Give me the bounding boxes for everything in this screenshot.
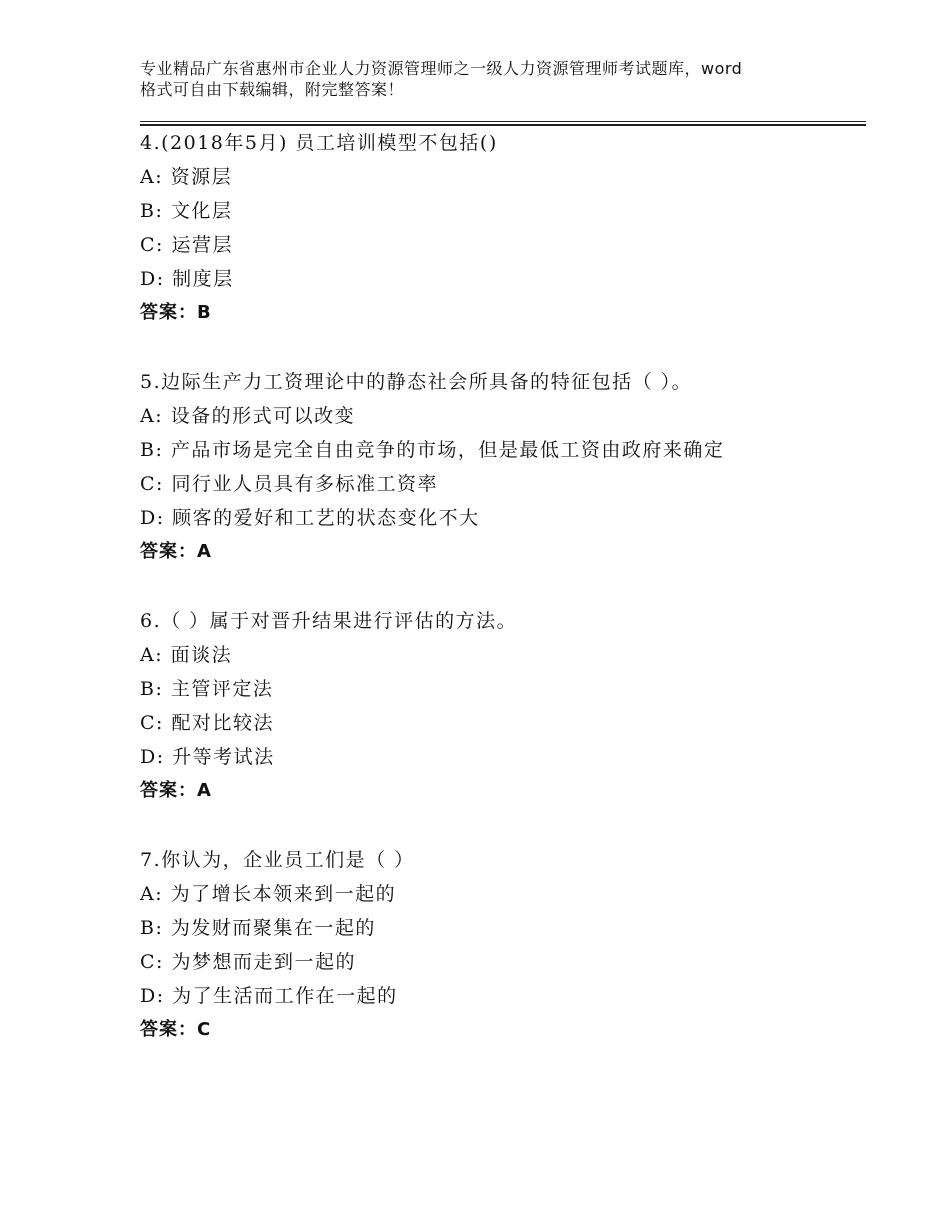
- option-b: B: 文化层: [140, 200, 233, 222]
- question-stem: 7.你认为，企业员工们是（ ）: [140, 849, 415, 871]
- answer-label: 答案：C: [140, 1019, 212, 1040]
- option-a: A: 资源层: [140, 166, 233, 188]
- question-stem: 5.边际生产力工资理论中的静态社会所具备的特征包括（ ）。: [140, 371, 693, 393]
- option-b: B: 产品市场是完全自由竞争的市场，但是最低工资由政府来确定: [140, 439, 725, 461]
- option-d: D: 升等考试法: [140, 746, 275, 768]
- option-a: A: 为了增长本领来到一起的: [140, 883, 397, 905]
- question-7: [140, 843, 860, 1047]
- header-divider-thin: [140, 121, 866, 122]
- option-d: D: 制度层: [140, 268, 234, 290]
- header-line-1: 专业精品广东省惠州市企业人力资源管理师之一级人力资源管理师考试题库，word: [140, 59, 743, 78]
- document-header: [140, 58, 840, 100]
- answer-label: 答案：A: [140, 541, 212, 562]
- question-6: [140, 604, 860, 808]
- option-c: C: 配对比较法: [140, 712, 274, 734]
- answer-label: 答案：A: [140, 780, 212, 801]
- option-c: C: 为梦想而走到一起的: [140, 951, 356, 973]
- header-line-2: 格式可自由下载编辑，附完整答案！: [140, 80, 405, 99]
- option-b: B: 为发财而聚集在一起的: [140, 917, 376, 939]
- option-d: D: 顾客的爱好和工艺的状态变化不大: [140, 507, 480, 529]
- question-4: [140, 126, 860, 330]
- option-c: C: 运营层: [140, 234, 233, 256]
- option-d: D: 为了生活而工作在一起的: [140, 985, 398, 1007]
- option-a: A: 设备的形式可以改变: [140, 405, 356, 427]
- answer-label: 答案：B: [140, 302, 212, 323]
- question-stem: 4.(2018年5月) 员工培训模型不包括(): [140, 132, 498, 154]
- question-stem: 6.（ ）属于对晋升结果进行评估的方法。: [140, 610, 518, 632]
- option-a: A: 面谈法: [140, 644, 233, 666]
- option-b: B: 主管评定法: [140, 678, 274, 700]
- question-5: [140, 365, 860, 569]
- option-c: C: 同行业人员具有多标准工资率: [140, 473, 438, 495]
